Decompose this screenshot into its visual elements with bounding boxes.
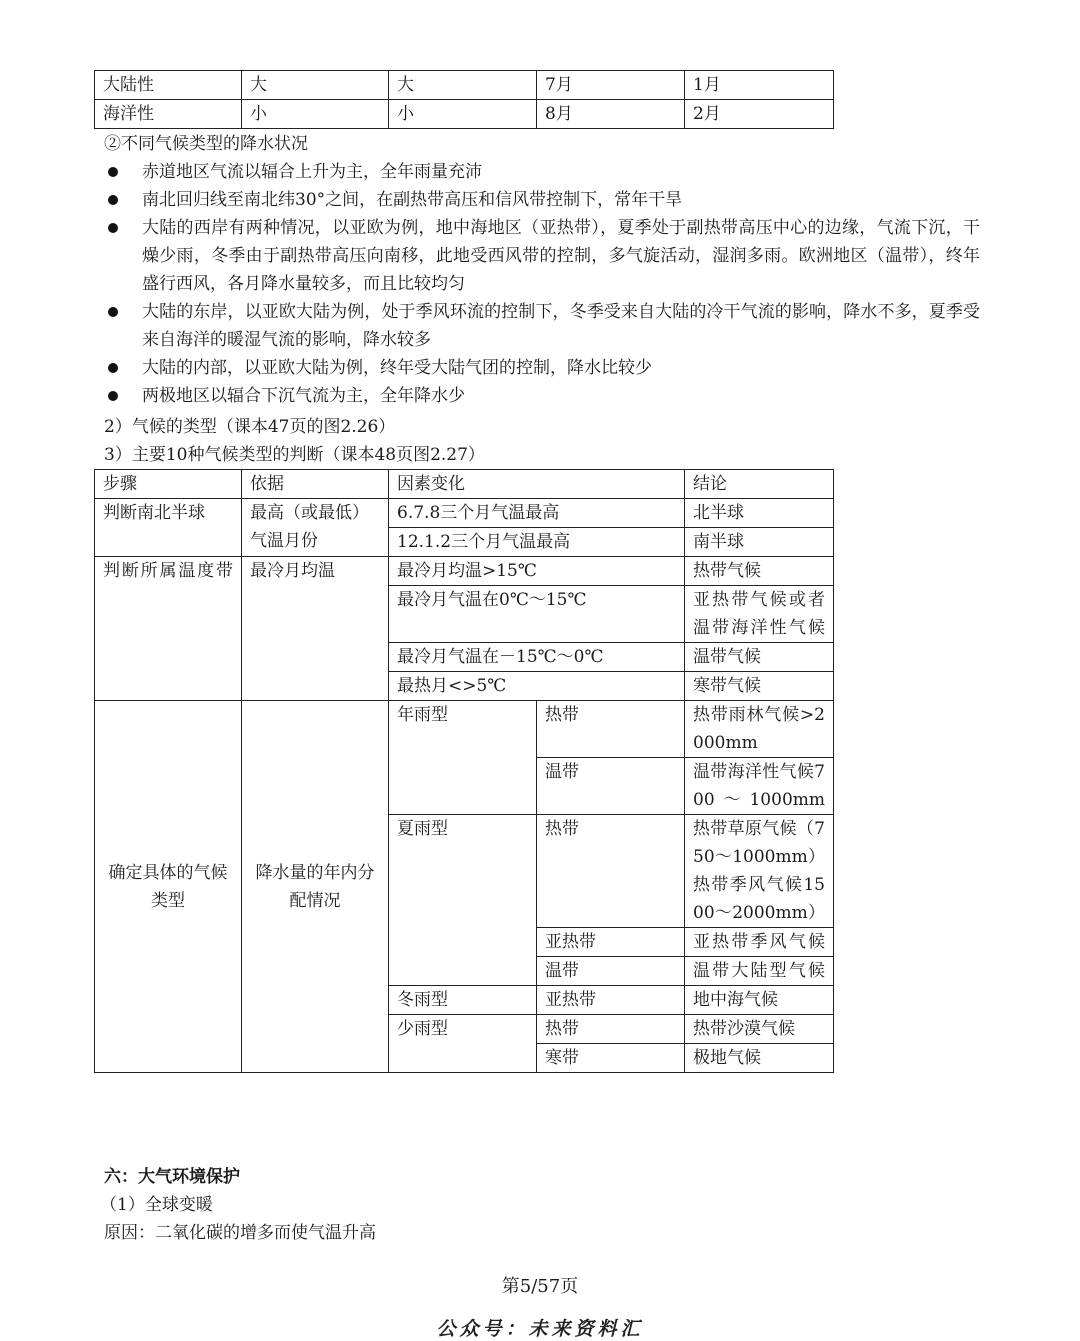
table-cell: 1月	[685, 71, 834, 100]
conclusion-cell: 温带气候	[685, 643, 834, 672]
conclusion-cell: 温带海洋性气候700～1000mm	[685, 758, 834, 815]
list-item	[104, 214, 980, 298]
zone-cell: 亚热带	[537, 928, 685, 957]
basis-cell: 降水量的年内分配情况	[242, 701, 389, 1073]
factor-cell: 6.7.8三个月气温最高	[389, 499, 685, 528]
conclusion-cell: 北半球	[685, 499, 834, 528]
list-item-text: 南北回归线至南北纬30°之间，在副热带高压和信风带控制下，常年干旱	[142, 190, 683, 210]
list-item	[104, 186, 980, 214]
continentality-table	[94, 70, 834, 129]
step-cell: 判断所属温度带	[95, 557, 242, 701]
table-cell: 小	[242, 100, 389, 129]
bullet-dot-icon	[108, 167, 118, 177]
section-6-title: 六：大气环境保护	[104, 1167, 240, 1187]
header-factor: 因素变化	[389, 470, 685, 499]
table-header-row	[95, 470, 834, 499]
conclusion-cell: 热带气候	[685, 557, 834, 586]
header-step: 步骤	[95, 470, 242, 499]
list-item-text: 大陆的西岸有两种情况，以亚欧为例，地中海地区（亚热带），夏季处于副热带高压中心的边缘，气流下沉，干燥少雨，冬季由于副热带高压向南移，此地受西风带的控制，多气旋活动，湿润多雨。欧洲地区（温带），终年盛行西风，各月降水量较多，而且比较均匀	[142, 218, 980, 294]
table-row	[95, 701, 834, 758]
factor-cell: 最冷月均温>15℃	[389, 557, 685, 586]
list-item	[104, 158, 980, 186]
conclusion-cell: 南半球	[685, 528, 834, 557]
rain-type-cell: 冬雨型	[389, 986, 537, 1015]
factor-cell: 最热月<>5℃	[389, 672, 685, 701]
rain-type-cell: 少雨型	[389, 1015, 537, 1073]
table-cell: 小	[389, 100, 537, 129]
list-item-text: 赤道地区气流以辐合上升为主，全年雨量充沛	[142, 162, 482, 182]
step-cell: 确定具体的气候类型	[95, 701, 242, 1073]
list-item	[104, 382, 980, 410]
factor-cell: 最冷月气温在0℃～15℃	[389, 586, 685, 643]
conclusion-cell: 极地气候	[685, 1044, 834, 1073]
climate-judgement-table	[94, 469, 834, 1073]
list-item	[104, 298, 980, 354]
precip-bullet-list	[104, 158, 980, 410]
table-row	[95, 100, 834, 129]
watermark-signature: 公众号：未来资料汇	[436, 1318, 644, 1340]
bullet-dot-icon	[108, 307, 118, 317]
item-3-text: 3）主要10种气候类型的判断（课本48页图2.27）	[104, 445, 485, 465]
list-item	[104, 354, 980, 382]
bullet-dot-icon	[108, 195, 118, 205]
precip-heading: ②不同气候类型的降水状况	[104, 134, 308, 154]
table-cell: 7月	[537, 71, 685, 100]
list-item-text: 大陆的内部，以亚欧大陆为例，终年受大陆气团的控制，降水比较少	[142, 358, 652, 378]
zone-cell: 温带	[537, 758, 685, 815]
table-row	[95, 71, 834, 100]
basis-cell: 最高（或最低）气温月份	[242, 499, 389, 557]
item-2-text: 2）气候的类型（课本47页的图2.26）	[104, 417, 396, 437]
bullet-dot-icon	[108, 223, 118, 233]
conclusion-cell: 寒带气候	[685, 672, 834, 701]
header-basis: 依据	[242, 470, 389, 499]
zone-cell: 寒带	[537, 1044, 685, 1073]
table-cell: 8月	[537, 100, 685, 129]
table-row	[95, 557, 834, 586]
section-6-item-1: （1）全球变暖	[100, 1195, 213, 1215]
table-cell: 2月	[685, 100, 834, 129]
bullet-dot-icon	[108, 391, 118, 401]
table-cell: 海洋性	[95, 100, 242, 129]
basis-cell: 最冷月均温	[242, 557, 389, 701]
conclusion-cell: 热带草原气候（750～1000mm）热带季风气候1500～2000mm）	[685, 815, 834, 928]
table-row	[95, 499, 834, 528]
zone-cell: 温带	[537, 957, 685, 986]
table-cell: 大	[242, 71, 389, 100]
conclusion-cell: 亚热带季风气候	[685, 928, 834, 957]
table-cell: 大	[389, 71, 537, 100]
zone-cell: 热带	[537, 815, 685, 928]
table-cell: 大陆性	[95, 71, 242, 100]
conclusion-cell: 热带雨林气候>2000mm	[685, 701, 834, 758]
conclusion-cell: 地中海气候	[685, 986, 834, 1015]
factor-cell: 最冷月气温在－15℃～0℃	[389, 643, 685, 672]
zone-cell: 热带	[537, 701, 685, 758]
step-cell: 判断南北半球	[95, 499, 242, 557]
bullet-dot-icon	[108, 363, 118, 373]
factor-cell: 12.1.2三个月气温最高	[389, 528, 685, 557]
header-conclusion: 结论	[685, 470, 834, 499]
conclusion-cell: 亚热带气候或者温带海洋性气候	[685, 586, 834, 643]
list-item-text: 两极地区以辐合下沉气流为主，全年降水少	[142, 386, 465, 406]
zone-cell: 亚热带	[537, 986, 685, 1015]
section-6-reason: 原因：二氧化碳的增多而使气温升高	[104, 1223, 376, 1243]
rain-type-cell: 夏雨型	[389, 815, 537, 986]
conclusion-cell: 热带沙漠气候	[685, 1015, 834, 1044]
rain-type-cell: 年雨型	[389, 701, 537, 815]
page-number: 第5/57页	[501, 1276, 579, 1297]
list-item-text: 大陆的东岸，以亚欧大陆为例，处于季风环流的控制下，冬季受来自大陆的冷干气流的影响，降水不多，夏季受来自海洋的暖湿气流的影响，降水较多	[142, 302, 980, 350]
conclusion-cell: 温带大陆型气候	[685, 957, 834, 986]
zone-cell: 热带	[537, 1015, 685, 1044]
